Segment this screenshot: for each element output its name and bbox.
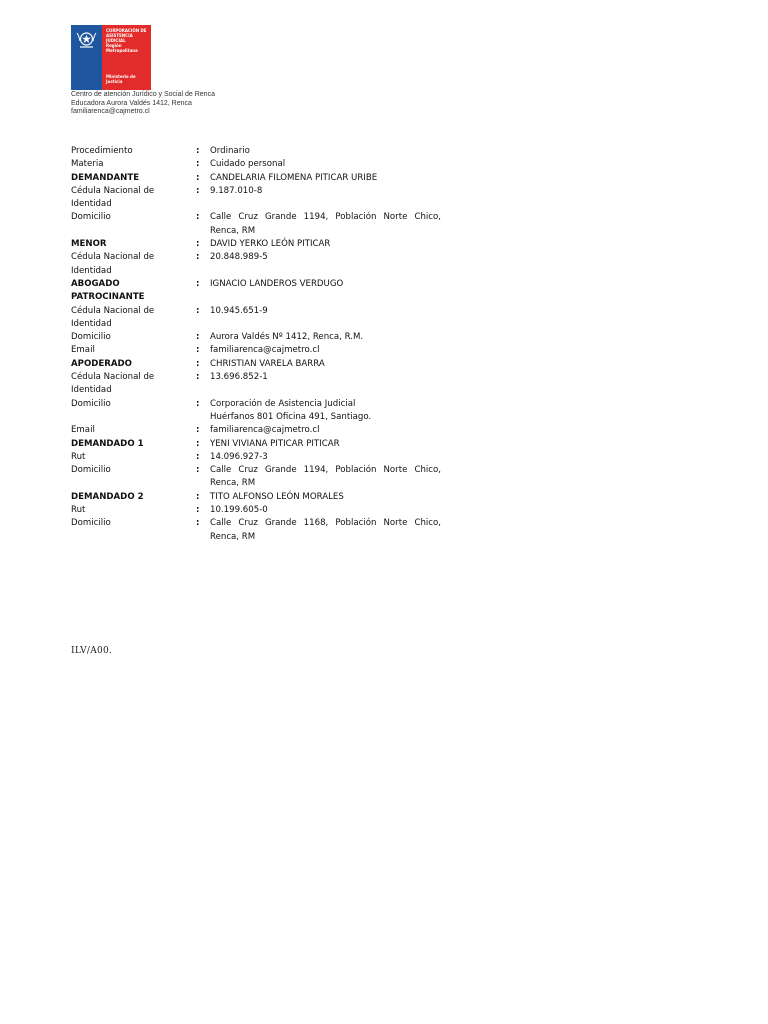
field-label: Rut	[71, 505, 86, 516]
field-label: Email	[71, 425, 95, 436]
field-value: Cuidado personal	[210, 159, 286, 170]
org-email: familiarenca@cajmetro.cl	[71, 108, 150, 115]
logo-red-panel	[102, 25, 151, 90]
field-label: DEMANDADO 2	[71, 491, 144, 502]
field-value: Calle Cruz Grande 1194, Población Norte Chico, Renca, RM	[210, 212, 441, 236]
field-label: Email	[71, 345, 95, 356]
field-label: Domicilio	[71, 212, 111, 223]
field-value: 10.199.605-0	[210, 505, 268, 516]
field-row	[71, 305, 441, 332]
field-row	[71, 172, 441, 185]
field-row	[71, 331, 441, 344]
chile-coat-of-arms-icon	[74, 29, 99, 51]
field-label: Materia	[71, 159, 104, 170]
field-colon: :	[196, 518, 200, 529]
field-value: IGNACIO LANDEROS VERDUGO	[210, 278, 344, 289]
field-value: 9.187.010-8	[210, 185, 263, 196]
field-colon: :	[196, 159, 200, 170]
field-colon: :	[196, 465, 200, 476]
field-label: Domicilio	[71, 332, 111, 343]
field-value: familiarenca@cajmetro.cl	[210, 345, 320, 356]
field-row	[71, 504, 441, 517]
field-value: CANDELARIA FILOMENA PITICAR URIBE	[210, 172, 378, 183]
field-colon: :	[196, 252, 200, 263]
field-colon: :	[196, 212, 200, 223]
field-row	[71, 185, 441, 212]
field-label: Cédula Nacional de Identidad	[71, 252, 155, 276]
field-colon: :	[196, 358, 200, 369]
field-row	[71, 371, 441, 398]
field-row	[71, 211, 441, 238]
field-label: Procedimiento	[71, 146, 133, 156]
field-colon: :	[196, 398, 200, 409]
field-row	[71, 491, 441, 504]
field-row	[71, 158, 441, 171]
field-colon: :	[196, 278, 200, 289]
field-value: familiarenca@cajmetro.cl	[210, 425, 320, 436]
field-value: Calle Cruz Grande 1194, Población Norte Chico, Renca, RM	[210, 465, 441, 489]
field-label: MENOR	[71, 239, 107, 250]
field-colon: :	[196, 451, 200, 462]
field-row	[71, 464, 441, 491]
field-colon: :	[196, 505, 200, 516]
org-address: Educadora Aurora Valdés 1412, Renca	[71, 99, 192, 107]
field-row	[71, 451, 441, 464]
organization-header	[71, 91, 215, 117]
field-colon: :	[196, 491, 200, 502]
org-name: Centro de atención Jurídico y Social de Renca	[71, 91, 215, 98]
logo-blue-panel	[71, 25, 102, 90]
logo-text-corporacion: CORPORACIÓN DE ASISTENCIA JUDICIAL Región Metropolitana	[106, 28, 147, 53]
field-label: Domicilio	[71, 465, 111, 476]
field-value: Ordinario	[210, 146, 250, 156]
field-colon: :	[196, 332, 200, 343]
field-colon: :	[196, 438, 200, 449]
case-fields	[71, 145, 441, 544]
field-row	[71, 358, 441, 371]
field-row	[71, 145, 441, 158]
footer-code: ILV/A00.	[71, 646, 113, 656]
field-colon: :	[196, 146, 200, 156]
field-label: Cédula Nacional de Identidad	[71, 305, 155, 329]
field-value: 14.096.927-3	[210, 451, 268, 462]
field-label: Cédula Nacional de Identidad	[71, 372, 155, 396]
field-label: Domicilio	[71, 518, 111, 529]
field-value: Calle Cruz Grande 1168, Población Norte Chico, Renca, RM	[210, 518, 441, 542]
field-row	[71, 424, 441, 437]
field-row	[71, 238, 441, 251]
field-label: Cédula Nacional de Identidad	[71, 185, 155, 210]
field-colon: :	[196, 372, 200, 383]
field-row	[71, 438, 441, 451]
logo-text-ministerio: Ministerio de Justicia	[106, 74, 136, 84]
field-value: TITO ALFONSO LEÓN MORALES	[210, 491, 344, 502]
field-value: 20.848.989-5	[210, 252, 268, 263]
field-colon: :	[196, 239, 200, 250]
field-row	[71, 278, 441, 305]
field-colon: :	[196, 185, 200, 196]
field-value: 10.945.651-9	[210, 305, 268, 316]
field-row	[71, 344, 441, 357]
field-value: DAVID YERKO LEÓN PITICAR	[210, 239, 331, 250]
field-value: 13.696.852-1	[210, 372, 268, 383]
field-label: Domicilio	[71, 398, 111, 409]
field-label: ABOGADO PATROCINANTE	[71, 278, 145, 303]
field-label: DEMANDADO 1	[71, 438, 144, 449]
field-value: YENI VIVIANA PITICAR PITICAR	[210, 438, 340, 449]
field-label: Rut	[71, 451, 86, 462]
field-label: DEMANDANTE	[71, 172, 140, 183]
field-value: Aurora Valdés Nº 1412, Renca, R.M.	[210, 332, 364, 343]
field-value: Corporación de Asistencia Judicial Huérfanos 801 Oficina 491, Santiago.	[210, 398, 372, 422]
field-row	[71, 251, 441, 278]
corporacion-logo	[71, 25, 151, 90]
field-colon: :	[196, 172, 200, 183]
field-row	[71, 398, 441, 425]
field-label: APODERADO	[71, 358, 132, 369]
field-colon: :	[196, 345, 200, 356]
field-row	[71, 517, 441, 544]
field-value: CHRISTIAN VARELA BARRA	[210, 358, 325, 369]
field-colon: :	[196, 305, 200, 316]
field-colon: :	[196, 425, 200, 436]
